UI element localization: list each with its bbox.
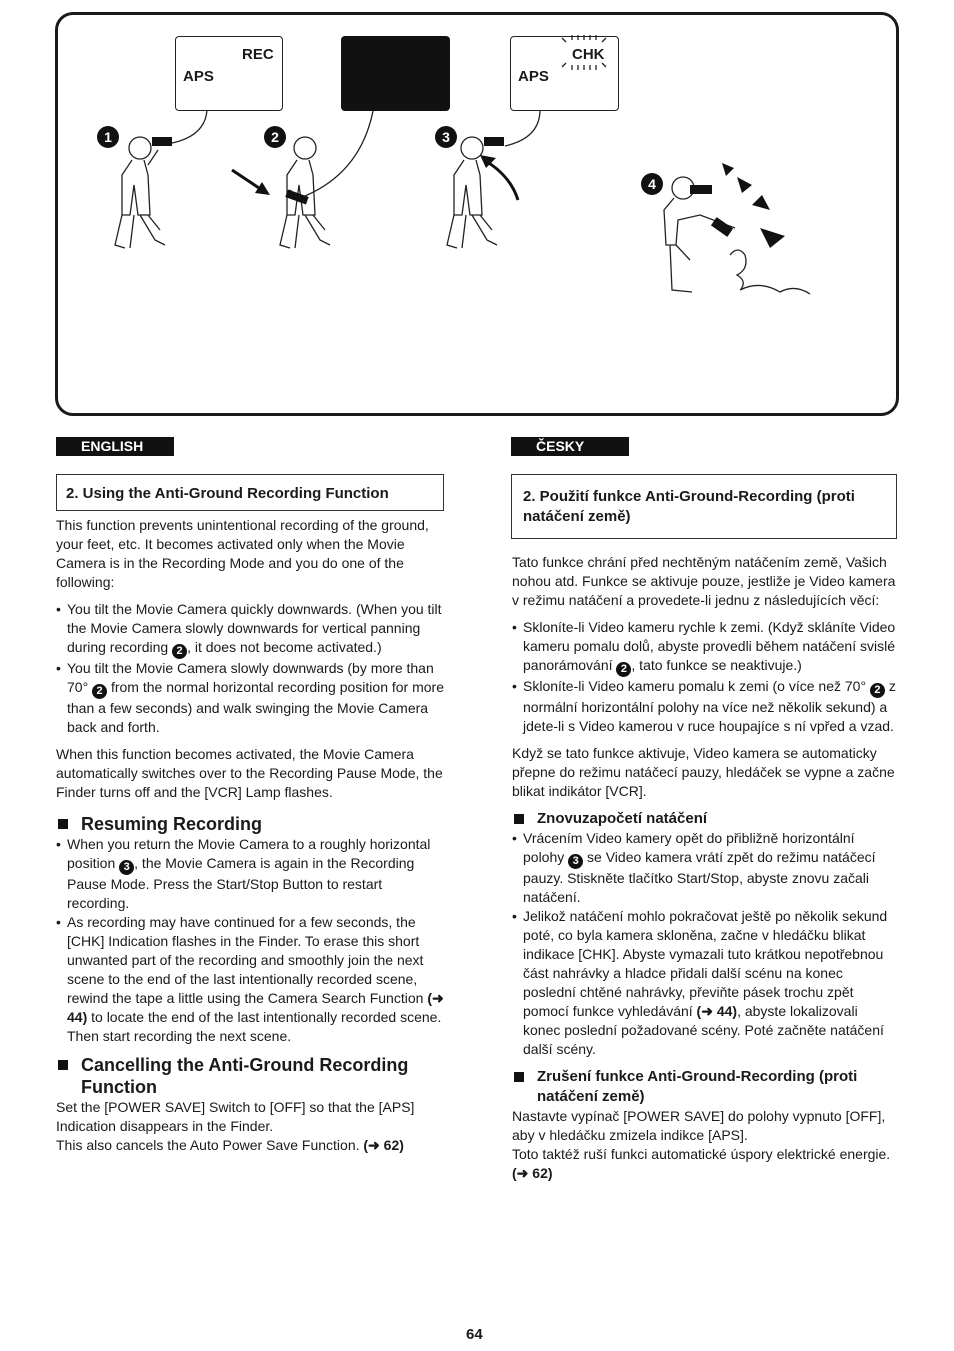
list-item: • As recording may have continued for a few seconds, the [CHK] Indication flashes in the Finder. To erase this short unwanted part of the recording and smoothly join the next scene to the end of the last intentionally recorded scene, rewind the tape a little using the Camera Search Function (➜ 44) to locate the end of the last intentionally recorded scene. Then start recording the next scene. [56, 913, 444, 1046]
czech-intro: Tato funkce chrání před nechtěným natáčením země, Vašich nohou atd. Funkce se aktivuje pouze, jestliže je Video kamera v režimu natáčení a provedete-li jednu z následujících věcí: [512, 554, 896, 608]
page-number: 64 [466, 1326, 483, 1343]
cancel-note: This also cancels the Auto Power Save Function. (➜ 62) [56, 1137, 404, 1153]
czech-column [512, 553, 897, 1183]
cancel-instruction: Set the [POWER SAVE] Switch to [OFF] so that the [APS] Indication disappears in the Finder. [56, 1099, 415, 1134]
rec-indicator: REC [242, 46, 274, 63]
chk-indicator: CHK [572, 46, 605, 63]
step-4-marker: 4 [641, 173, 663, 195]
step-3-inline: 3 [119, 860, 134, 875]
step-2-inline: 2 [172, 644, 187, 659]
step-2-inline: 2 [616, 662, 631, 677]
czech-heading-text: 2. Použití funkce Anti-Ground-Recording (proti natáčení země) [523, 488, 855, 525]
list-item: • Vrácením Video kamery opět do přibližně horizontální polohy 3 se Video kamera vrátí zpět do režimu natáčecí pauzy. Stiskněte tlačítko Start/Stop, abyste znovu začali natáčení. [512, 829, 897, 907]
step-1-marker: 1 [97, 126, 119, 148]
list-item: • When you return the Movie Camera to a roughly horizontal position 3 , the Movie Camera is again in the Recording Pause Mode. Press the Start/Stop Button to restart recording. [56, 835, 444, 913]
page-ref-62: (➜ 62) [512, 1165, 553, 1181]
czech-resuming-title: Znovuzapočetí natáčení [512, 809, 897, 829]
page-ref-44: (➜ 44) [696, 1003, 738, 1019]
step-3-inline: 3 [568, 854, 583, 869]
step-2-inline: 2 [92, 684, 107, 699]
cancel-function-title: Cancelling the Anti-Ground Recording Function [56, 1054, 444, 1098]
czech-resume-list [512, 829, 897, 1059]
list-item: • Skloníte-li Video kameru pomalu k zemi (o více než 70° 2 z normální horizontální polohy na více než několik sekund) a jdete-li s Video kamerou v ruce houpajíce s ní vpřed a vzad. [512, 677, 897, 736]
step-2-marker: 2 [264, 126, 286, 148]
list-item: • You tilt the Movie Camera slowly downwards (by more than 70° 2 from the normal horizontal recording position for more than a few seconds) and walk swinging the Movie Camera back and forth. [56, 659, 444, 737]
motion-arrows [232, 160, 518, 200]
step-3-marker: 3 [435, 126, 457, 148]
step-2-inline: 2 [870, 683, 885, 698]
list-item: • Skloníte-li Video kameru rychle k zemi. (Když skláníte Video kameru pomalu dolů, abyste provedli během natáčení svislé panorámování 2 , tato funkce se neaktivuje.) [512, 618, 897, 677]
person-figure-3 [447, 137, 497, 248]
english-activation-text: When this function becomes activated, the Movie Camera automatically switches over to the Recording Pause Mode, the Finder turns off and the [VCR] Lamp flashes. [56, 746, 443, 800]
person-figure-1 [115, 137, 165, 248]
page-ref-44: (➜ 44) [67, 990, 444, 1025]
english-column [56, 516, 444, 1155]
english-trigger-list [56, 600, 444, 737]
aps-indicator: APS [518, 68, 549, 85]
english-tab: ENGLISH [56, 437, 174, 456]
czech-section-heading [511, 474, 897, 539]
czech-cancel-note: Toto taktéž ruší funkci automatické úspory elektrické energie. (➜ 62) [512, 1146, 891, 1181]
english-resume-list [56, 835, 444, 1046]
czech-activation-text: Když se tato funkce aktivuje, Video kamera se automaticky přepne do režimu natáčecí pauzy, hledáček se vypne a začne blikat indikátor [VCR]. [512, 745, 895, 799]
english-intro: This function prevents unintentional recording of the ground, your feet, etc. It becomes activated only when the Movie Camera is in the Recording Mode and you do one of the following: [56, 517, 429, 590]
czech-trigger-list [512, 618, 897, 736]
czech-cancel-instruction: Nastavte vypínač [POWER SAVE] do polohy vypnuto [OFF], aby v hledáčku zmizela indikce [APS]. [512, 1108, 886, 1143]
list-item: • You tilt the Movie Camera quickly downwards. (When you tilt the Movie Camera slowly downwards for vertical panning during recording 2 , it does not become activated.) [56, 600, 444, 659]
czech-tab: ČESKY [511, 437, 629, 456]
person-figure-4 [664, 177, 810, 294]
illustration-drawing [0, 0, 954, 420]
czech-cancel-title: Zrušení funkce Anti-Ground-Recording (proti natáčení země) [512, 1067, 897, 1107]
list-item: • Jelikož natáčení mohlo pokračovat ještě po několik sekund poté, co byla kamera skloněna, začne v hledáčku blikat indikace [CHK]. Abyste vymazali tuto krátkou nepotřebnou část nahrávky a hladce přidali další scénu na konec poslední chtěné nahrávky, převiňte pásek trochu zpět pomocí funkce vyhledávání (➜ 44), abyste lokalizovali konec poslední požadované scény. Poté začněte natáčení další scény. [512, 907, 897, 1059]
page-ref-62: (➜ 62) [363, 1137, 404, 1153]
english-heading-text: 2. Using the Anti-Ground Recording Function [66, 485, 389, 502]
english-section-heading [56, 474, 444, 511]
aps-indicator: APS [183, 68, 214, 85]
resuming-recording-title: Resuming Recording [56, 813, 444, 835]
